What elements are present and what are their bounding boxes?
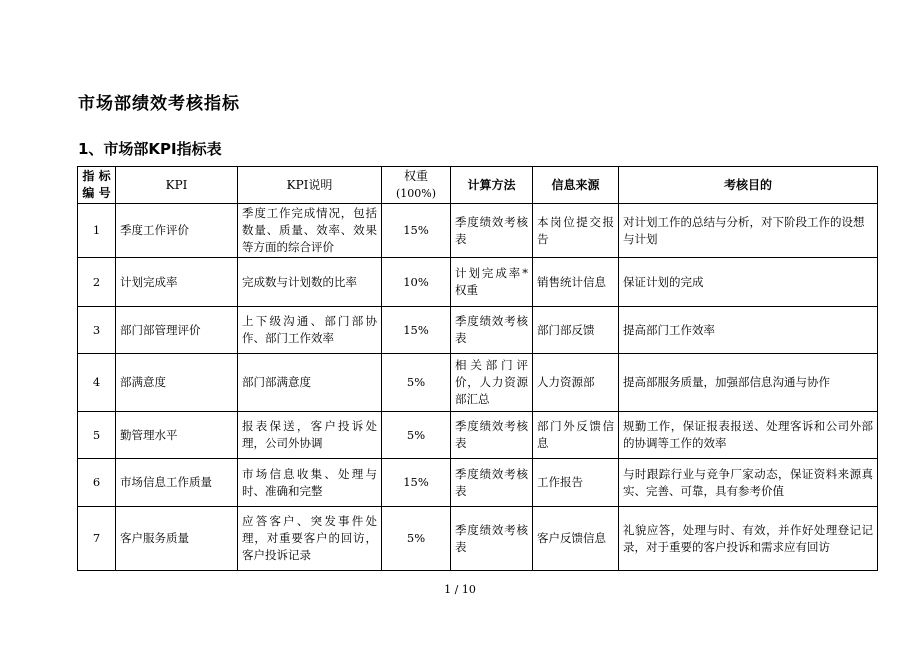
row-method: 季度绩效考核表 [451,459,533,507]
row-no: 3 [78,307,116,354]
row-desc: 报表保送，客户投诉处理，公司外协调 [238,412,382,459]
table-row [78,459,878,507]
row-kpi: 部门部管理评价 [116,307,238,354]
row-desc: 完成数与计划数的比率 [238,258,382,307]
kpi-table [77,166,878,571]
row-no: 5 [78,412,116,459]
table-row [78,412,878,459]
table-row [78,507,878,571]
row-weight: 5% [382,507,451,571]
table-row [78,354,878,412]
row-kpi: 季度工作评价 [116,204,238,258]
row-method: 季度绩效考核表 [451,307,533,354]
row-desc: 部门部满意度 [238,354,382,412]
row-method: 季度绩效考核表 [451,204,533,258]
header-method: 计算方法 [451,167,533,204]
header-weight [382,167,451,204]
row-purpose: 礼貌应答，处理与时、有效，并作好处理登记记录，对于重要的客户投诉和需求应有回访 [619,507,878,571]
row-no: 6 [78,459,116,507]
row-source: 销售统计信息 [533,258,619,307]
header-weight-label: 权重 [403,169,428,183]
row-method: 计划完成率*权重 [451,258,533,307]
row-weight: 5% [382,412,451,459]
header-kpi: KPI [116,167,238,204]
table-header-row [78,167,878,204]
row-method: 季度绩效考核表 [451,507,533,571]
row-source: 客户反馈信息 [533,507,619,571]
row-purpose: 规勤工作，保证报表报送、处理客诉和公司外部的协调等工作的效率 [619,412,878,459]
table-row [78,204,878,258]
row-kpi: 勤管理水平 [116,412,238,459]
row-desc: 上下级沟通、部门部协作、部门工作效率 [238,307,382,354]
row-desc: 市场信息收集、处理与时、准确和完整 [238,459,382,507]
row-weight: 5% [382,354,451,412]
row-purpose: 保证计划的完成 [619,258,878,307]
row-source: 部门部反馈 [533,307,619,354]
row-weight: 15% [382,459,451,507]
row-weight: 10% [382,258,451,307]
table-row [78,307,878,354]
row-no: 7 [78,507,116,571]
document-title: 市场部绩效考核指标 [78,94,240,114]
row-source: 本岗位提交报告 [533,204,619,258]
row-source: 人力资源部 [533,354,619,412]
header-no: 指 标 编 号 [78,167,116,204]
section-title: 1、市场部KPI指标表 [78,140,222,158]
row-source: 工作报告 [533,459,619,507]
row-desc: 应答客户、突发事件处理，对重要客户的回访，客户投诉记录 [238,507,382,571]
row-weight: 15% [382,307,451,354]
row-purpose: 与时跟踪行业与竞争厂家动态，保证资料来源真实、完善、可靠，具有参考价值 [619,459,878,507]
page-number: 1 / 10 [444,583,476,596]
header-purpose: 考核目的 [619,167,878,204]
row-purpose: 提高部服务质量，加强部信息沟通与协作 [619,354,878,412]
row-desc: 季度工作完成情况，包括数量、质量、效率、效果等方面的综合评价 [238,204,382,258]
table-row [78,258,878,307]
row-weight: 15% [382,204,451,258]
row-source: 部门外反馈信息 [533,412,619,459]
header-weight-sub: (100%) [395,187,437,200]
row-kpi: 计划完成率 [116,258,238,307]
row-kpi: 客户服务质量 [116,507,238,571]
header-source: 信息来源 [533,167,619,204]
row-method: 相关部门评价，人力资源部汇总 [451,354,533,412]
row-purpose: 提高部门工作效率 [619,307,878,354]
row-method: 季度绩效考核表 [451,412,533,459]
header-kpi-desc: KPI说明 [238,167,382,204]
row-kpi: 市场信息工作质量 [116,459,238,507]
row-no: 1 [78,204,116,258]
row-no: 2 [78,258,116,307]
row-kpi: 部满意度 [116,354,238,412]
row-no: 4 [78,354,116,412]
row-purpose: 对计划工作的总结与分析，对下阶段工作的设想与计划 [619,204,878,258]
